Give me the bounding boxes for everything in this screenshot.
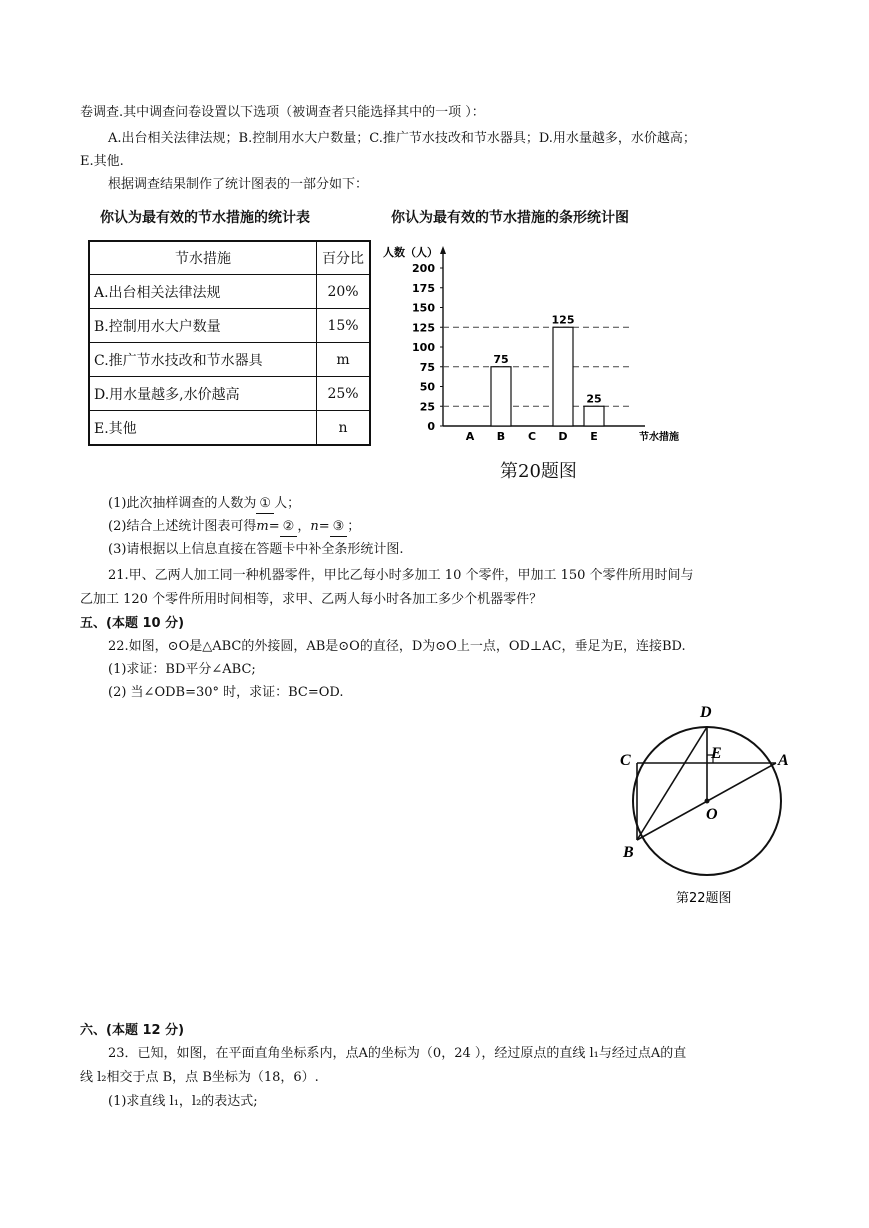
q21-line-1: 21.甲、乙两人加工同一种机器零件，甲比乙每小时多加工 10 个零件，甲加工 150 个零件所用时间与 <box>108 568 694 583</box>
table-title: 你认为最有效的节水措施的统计表 <box>100 210 310 226</box>
y-tick-label: 75 <box>419 360 435 374</box>
q23-line-3: (1)求直线 l₁，l₂的表达式; <box>108 1094 258 1109</box>
label-a: A <box>778 752 789 769</box>
q20-part2-text: (2)结合上述统计图表可得 <box>108 519 257 534</box>
table-cell: 25% <box>317 377 371 411</box>
x-tick-label: A <box>465 430 475 443</box>
y-tick-label: 200 <box>412 262 435 275</box>
x-tick-label: D <box>558 430 568 443</box>
section-6-heading: 六、(本题 12 分) <box>80 1023 185 1038</box>
blank-1: ① <box>256 495 274 514</box>
table-cell: m <box>317 343 371 377</box>
q20-part1-suffix: 人； <box>274 496 301 511</box>
chart-title: 你认为最有效的节水措施的条形统计图 <box>391 210 629 226</box>
bar-value-label: 25 <box>586 392 602 406</box>
table-header-percent: 百分比 <box>317 241 371 275</box>
q20-part1-text: (1)此次抽样调查的人数为 <box>108 496 257 511</box>
y-tick-label: 175 <box>412 281 435 295</box>
bar-value-label: 125 <box>551 313 575 327</box>
segment-bd <box>637 727 707 840</box>
y-axis-label: 人数（人） <box>383 246 438 259</box>
table-cell: 20% <box>317 275 371 309</box>
label-e: E <box>711 745 722 762</box>
q20-part2-suffix: ； <box>347 519 361 534</box>
table-header-row <box>89 241 370 275</box>
bar <box>553 327 573 426</box>
x-tick-label: B <box>496 430 506 443</box>
y-tick-label: 100 <box>412 341 435 354</box>
label-d: D <box>700 704 712 721</box>
label-b: B <box>623 844 634 861</box>
q20-part3: (3)请根据以上信息直接在答题卡中补全条形统计图. <box>108 542 404 557</box>
var-m: m= <box>256 519 280 534</box>
q22-line-3: (2) 当∠ODB=30° 时，求证：BC=OD. <box>108 685 344 700</box>
table-cell: B.控制用水大户数量 <box>89 309 317 343</box>
section-5-heading: 五、(本题 10 分) <box>80 616 185 631</box>
table-row <box>89 377 370 411</box>
q21-line-2: 乙加工 120 个零件所用时间相等，求甲、乙两人每小时各加工多少个机器零件？ <box>80 592 543 607</box>
figure-caption: 第22题图 <box>676 891 732 906</box>
label-o: O <box>706 806 718 823</box>
statistics-table <box>88 240 371 446</box>
blank-2: ② <box>280 518 298 537</box>
table-cell: E.其他 <box>89 411 317 446</box>
bar-chart <box>375 240 695 450</box>
table-row <box>89 343 370 377</box>
table-cell: 15% <box>317 309 371 343</box>
q23-line-1: 23．已知，如图，在平面直角坐标系内，点A的坐标为（0，24 ），经过原点的直线 l₁与经过点A的直 <box>108 1046 687 1061</box>
q22-line-1: 22.如图，⊙O是△ABC的外接圆，AB是⊙O的直径，D为⊙O上一点，OD⊥AC，垂足为E，连接BD. <box>108 639 686 654</box>
x-axis-label: 节水措施 <box>639 432 679 443</box>
y-tick-label: 125 <box>412 321 435 335</box>
q20-part2-sep: ， <box>297 519 311 534</box>
table-row <box>89 275 370 309</box>
label-c: C <box>620 752 631 769</box>
y-tick-label: 25 <box>419 400 435 414</box>
q23-line-2: 线 l₂相交于点 B，点 B坐标为（18，6）. <box>80 1070 319 1085</box>
circle-figure <box>610 695 810 910</box>
table-cell: D.用水量越多,水价越高 <box>89 377 317 411</box>
x-tick-label: E <box>590 430 598 443</box>
q22-line-2: (1)求证：BD平分∠ABC; <box>108 662 256 677</box>
intro-line-3: E.其他. <box>80 154 124 169</box>
y-axis-arrow <box>440 246 446 254</box>
table-cell: C.推广节水技改和节水器具 <box>89 343 317 377</box>
intro-line-2: A.出台相关法律法规；B.控制用水大户数量；C.推广节水技改和节水器具；D.用水量越多，水价越高； <box>108 131 696 146</box>
var-n: n= <box>310 519 330 534</box>
blank-3: ③ <box>330 518 348 537</box>
y-tick-label: 50 <box>419 380 435 394</box>
q20-part2 <box>108 518 360 537</box>
table-header-measure: 节水措施 <box>89 241 317 275</box>
center-point <box>705 799 710 804</box>
intro-line-4: 根据调查结果制作了统计图表的一部分如下： <box>108 177 369 192</box>
table-cell: A.出台相关法律法规 <box>89 275 317 309</box>
bar <box>584 406 604 426</box>
y-tick-label: 0 <box>427 420 435 433</box>
bar <box>491 367 511 426</box>
table-row <box>89 411 370 446</box>
intro-line-1: 卷调查.其中调查问卷设置以下选项（被调查者只能选择其中的一项 ）： <box>80 105 485 120</box>
table-row <box>89 309 370 343</box>
chart-caption: 第20题图 <box>500 461 577 482</box>
y-tick-label: 150 <box>412 301 435 315</box>
q20-part1 <box>108 495 300 514</box>
bar-value-label: 75 <box>493 352 509 366</box>
x-tick-label: C <box>527 430 537 443</box>
table-cell: n <box>317 411 371 446</box>
